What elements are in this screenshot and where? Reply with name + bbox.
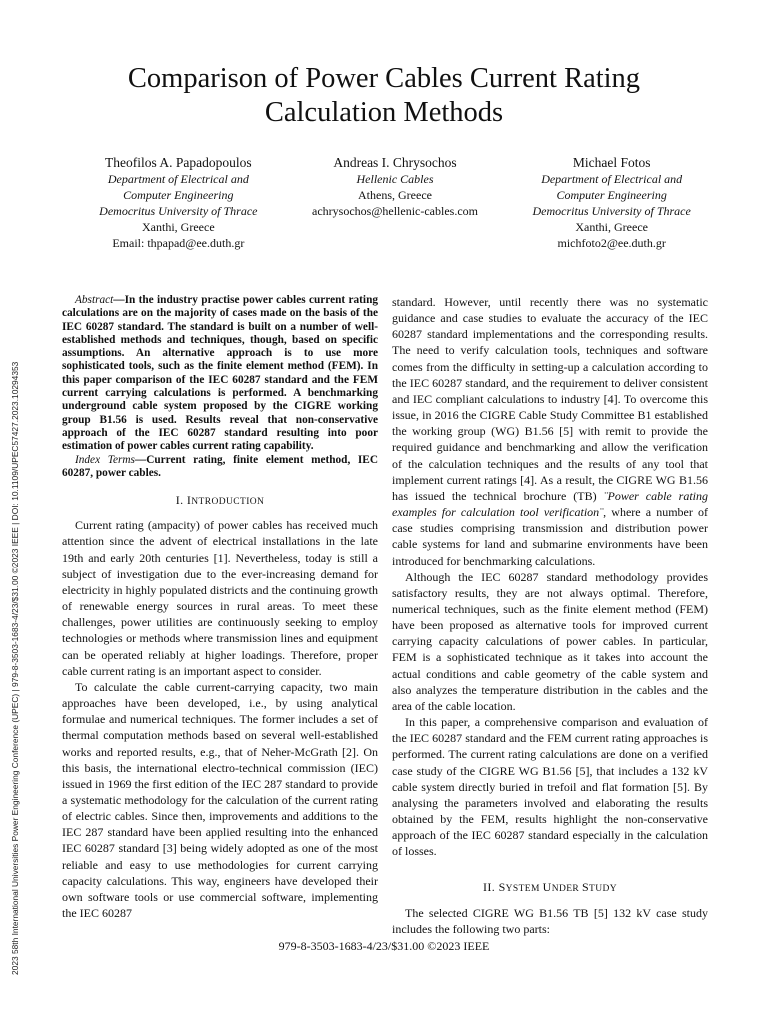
paragraph: Current rating (ampacity) of power cables has received much attention since the advent of electrical installations in the late 19th and early 20th centuries [1]. Nevertheless, today is still a subject of investigation due to the ever-increasing demand for electricity in highly populated districts and the continuing growth of renewable energy sources in rural areas. To meet these challenges, power utilities are continuously seeking to employ technologies or methods where transmission lines and equipment can be operated reliably at higher loadings. Therefore, proper cable current rating is an important aspect to consider. [62,518,378,678]
author-affiliation: Computer Engineering [123,188,234,202]
abstract [62,294,378,454]
author-affiliation: Democritus University of Thrace [532,204,691,218]
paragraph: Although the IEC 60287 standard methodology provides satisfactory results, they are not always optimal. Therefore, numerical techniques, such as the finite element method (FEM) have been proposed as alternative tools for improved current carrying capacity calculations of power cables. In particular, FEM is a sophisticated technique as it takes into account the actual conditions and cable geometry of the cable system and also analyzes the temperature distribution in the cables and the area of the cable location. [392,569,708,713]
author-block [70,154,720,251]
author-affiliation: Hellenic Cables [356,172,434,186]
paragraph: The selected CIGRE WG B1.56 TB [5] 132 kV case study includes the following two parts: [392,905,708,936]
brochure-title: ¨Power cable rating examples for calculation tool verification¨ [392,488,709,520]
author-location: Xanthi, Greece [142,220,215,234]
author-affiliation: Department of Electrical and [107,172,249,186]
doi-sidebar: 2023 58th International Universities Power Engineering Conference (UPEC) | 979-8-3503-1683-4/23/$31.00 ©2023 IEEE | DOI: 10.1109/UPEC57427.2023.10294353 [10,361,20,975]
section-heading-system: II. SYSTEM UNDER STUDY [482,880,618,895]
copyright-footer: 979-8-3503-1683-4/23/$31.00 ©2023 IEEE [278,939,490,953]
author-affiliation: Democritus University of Thrace [99,204,258,218]
author-email[interactable]: Email: thpapad@ee.duth.gr [112,236,245,250]
author-affiliation: Computer Engineering [556,188,667,202]
abstract-label: Abstract [75,294,114,306]
left-column [62,294,378,921]
paragraph: standard. However, until recently there was no systematic guidance and case studies to evaluate the accuracy of the IEC 60287 standard implementations and the corresponding results. The need to verify calculation tools, techniques and software comes from the difficulty in setting-up a calculation according to the IEC 60287 standard, and the requirement to deliver consistent and IEC compliant calculations to industry [4]. To overcome this issue, in 2016 the CIGRE Cable Study Committee B1 established the working group (WG) B1.56 [5] with remit to provide the required guidance and benchmarking and allow the verification of the calculation techniques and the results of any tool that implement current ratings [4]. As a result, the CIGRE WG B1.56 has issued the technical brochure (TB) ¨Power cable rating examples for calculation tool verification¨, where a number of case studies comprising transmission and distribution power cable systems for land and submarine environments have been introduced for benchmarking calculations. [392,295,709,568]
paragraph: To calculate the cable current-carrying capacity, two main approaches have been developed, i.e., by using analytical formulae and numerical techniques. The former includes a set of thermal computation methods based on several well-established works and reported results, e.g., that of Neher-McGrath [2]. On this basis, the international electro-technical commission (IEC) issued in 1969 the first edition of the IEC 287 standard to provide a systematic methodology for the calculation of the current rating of electric cables. Since then, improvements and additions to the IEC 287 standard have been applied resulting into the enhanced IEC 60287 standard [3] being widely adopted as one of the most reliable and easy to use methodologies for current carrying capacity calculations. This way, engineers have developed their own software tools or use commercial software, implementing the IEC 60287 [62,679,378,921]
paragraph: In this paper, a comprehensive comparison and evaluation of the IEC 60287 standard and the FEM current rating approaches is performed. The current rating calculations are done on a verified case study of the CIGRE WG B1.56 [5], that includes a 132 kV cable system directly buried in trefoil and flat formation [5]. By analysing the parameters involved and elaborating the results obtained by the FEM, results highlight the non-conservative approach of the IEC 60287 standard especially in the calculation of losses. [392,715,708,859]
author-location: Xanthi, Greece [575,220,648,234]
author-email[interactable]: michfoto2@ee.duth.gr [557,236,666,250]
author-2 [287,154,504,251]
author-name: Andreas I. Chrysochos [333,155,457,170]
index-terms-label: Index Terms [75,453,135,466]
author-location: Athens, Greece [358,188,432,202]
index-terms [62,454,378,481]
author-1 [70,154,287,251]
author-name: Michael Fotos [572,155,651,170]
author-email[interactable]: achrysochos@hellenic-cables.com [312,204,478,218]
author-affiliation: Department of Electrical and [541,172,683,186]
right-column [392,294,708,937]
author-name: Theofilos A. Papadopoulos [105,155,252,170]
author-3 [503,154,720,251]
section-heading-introduction: I. INTRODUCTION [175,493,265,508]
index-terms-text: —Current rating, finite element method, IEC 60287, power cables. [62,453,379,479]
paper-title: Comparison of Power Cables Current Rating Calculation Methods [127,63,641,128]
abstract-text: —In the industry practise power cables current rating calculations are on the majority of cases made on the basis of the IEC 60287 standard. The standard is built on a number of well-established methods and techniques, though, based on specific assumptions. An alternative approach is to use more sophisticated tools, such as the finite element method (FEM). In this paper comparison of the IEC 60287 standard and the FEM current carrying calculations is performed. A benchmarking underground cable system proposed by the CIGRE working group B1.56 is used. Results reveal that non-conservative approach of the IEC 60287 standard resulting into poor estimation of power cables current rating capability. [62,294,378,453]
